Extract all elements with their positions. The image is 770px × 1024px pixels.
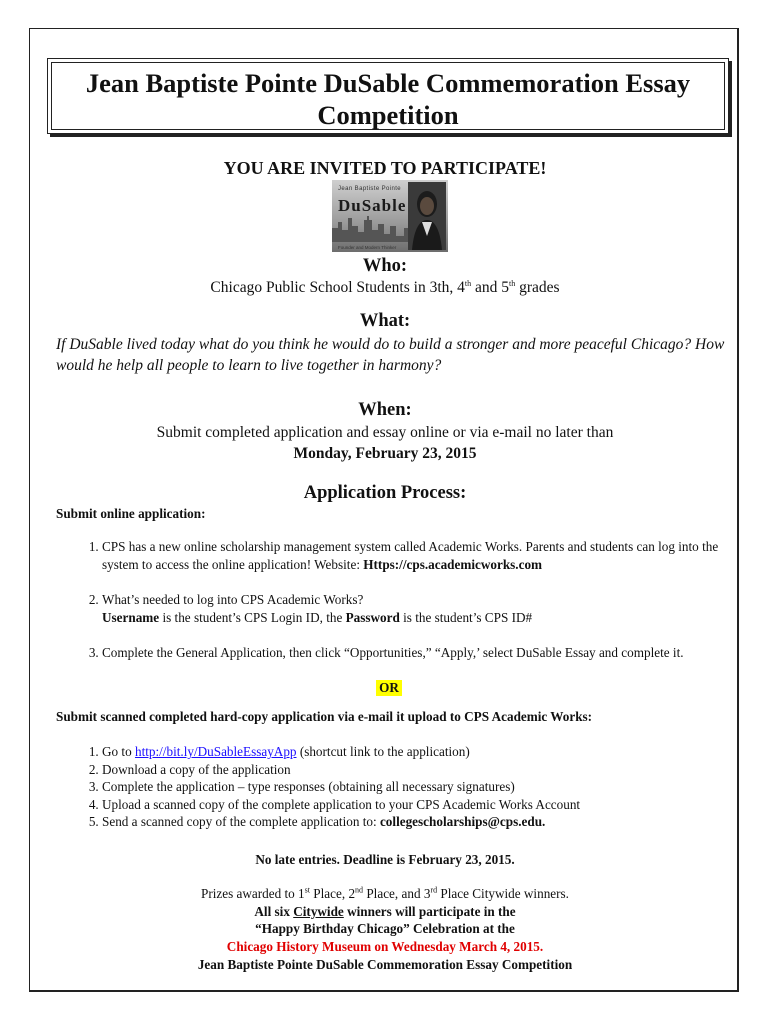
logo-top-text: Jean Baptiste Pointe bbox=[338, 186, 402, 192]
invite-heading: YOU ARE INVITED TO PARTICIPATE! bbox=[223, 158, 547, 178]
list-item: 5. Send a scanned copy of the complete application to: collegescholarships@cps.edu. bbox=[102, 813, 726, 831]
when-line1: Submit completed application and essay online or via e-mail no later than bbox=[156, 424, 614, 441]
what-heading: What: bbox=[359, 311, 411, 331]
email-label: Submit scanned completed hard-copy application via e-mail it upload to CPS Academic Works: bbox=[56, 709, 593, 724]
winners-text: All six Citywide winners will participate in the bbox=[254, 904, 516, 919]
online-label: Submit online application: bbox=[56, 506, 206, 521]
when-heading: When: bbox=[358, 400, 412, 420]
skyline-graphic bbox=[332, 214, 416, 242]
who-text: Chicago Public School Students in 3th, 4th and 5th grades bbox=[210, 278, 560, 296]
list-item: 1. CPS has a new online scholarship management system called Academic Works. Parents and students can log into the system to access the online application! Website: Https://cps.academicworks.com bbox=[102, 538, 726, 573]
list-item: 4. Upload a scanned copy of the complete application to your CPS Academic Works Account bbox=[102, 796, 726, 814]
museum-text: Chicago History Museum on Wednesday March 4, 2015. bbox=[226, 939, 544, 954]
logo-subtitle: Founder and Modern Thinker bbox=[338, 245, 397, 250]
email-steps-list bbox=[56, 743, 726, 831]
online-steps-list bbox=[56, 538, 726, 680]
who-heading: Who: bbox=[362, 256, 408, 276]
when-deadline: Monday, February 23, 2015 bbox=[293, 445, 477, 462]
logo-name: DuSable bbox=[338, 196, 407, 215]
deadline-note: No late entries. Deadline is February 23, 2015. bbox=[255, 852, 515, 867]
list-item: 3. Complete the application – type responses (obtaining all necessary signatures) bbox=[102, 778, 726, 796]
celebration-text: “Happy Birthday Chicago” Celebration at the bbox=[255, 921, 515, 936]
page-title: Jean Baptiste Pointe DuSable Commemoration Essay Competition bbox=[85, 68, 691, 130]
list-item: 2. What’s needed to log into CPS Academic Works? Username is the student’s CPS Login ID, the Password is the student’s CPS ID# bbox=[102, 591, 726, 626]
process-heading: Application Process: bbox=[303, 483, 467, 503]
competition-footer: Jean Baptiste Pointe DuSable Commemoration Essay Competition bbox=[197, 957, 573, 972]
prizes-text: Prizes awarded to 1st Place, 2nd Place, and 3rd Place Citywide winners. bbox=[201, 885, 569, 901]
list-item: 2. Download a copy of the application bbox=[102, 761, 726, 779]
dusable-logo-image bbox=[332, 180, 448, 252]
what-text: If DuSable lived today what do you think he would do to build a stronger and more peaceful Chicago? How would he help all people to learn to live together in harmony? bbox=[56, 336, 725, 374]
list-item: 1. Go to http://bit.ly/DuSableEssayApp (shortcut link to the application) bbox=[102, 743, 726, 761]
or-highlight: OR bbox=[376, 680, 402, 696]
dusable-portrait bbox=[408, 182, 446, 250]
application-link[interactable]: http://bit.ly/DuSableEssayApp bbox=[134, 744, 297, 759]
title-box bbox=[47, 58, 729, 134]
list-item: 3. Complete the General Application, then click “Opportunities,” “Apply,’ select DuSable Essay and complete it. bbox=[102, 644, 726, 662]
